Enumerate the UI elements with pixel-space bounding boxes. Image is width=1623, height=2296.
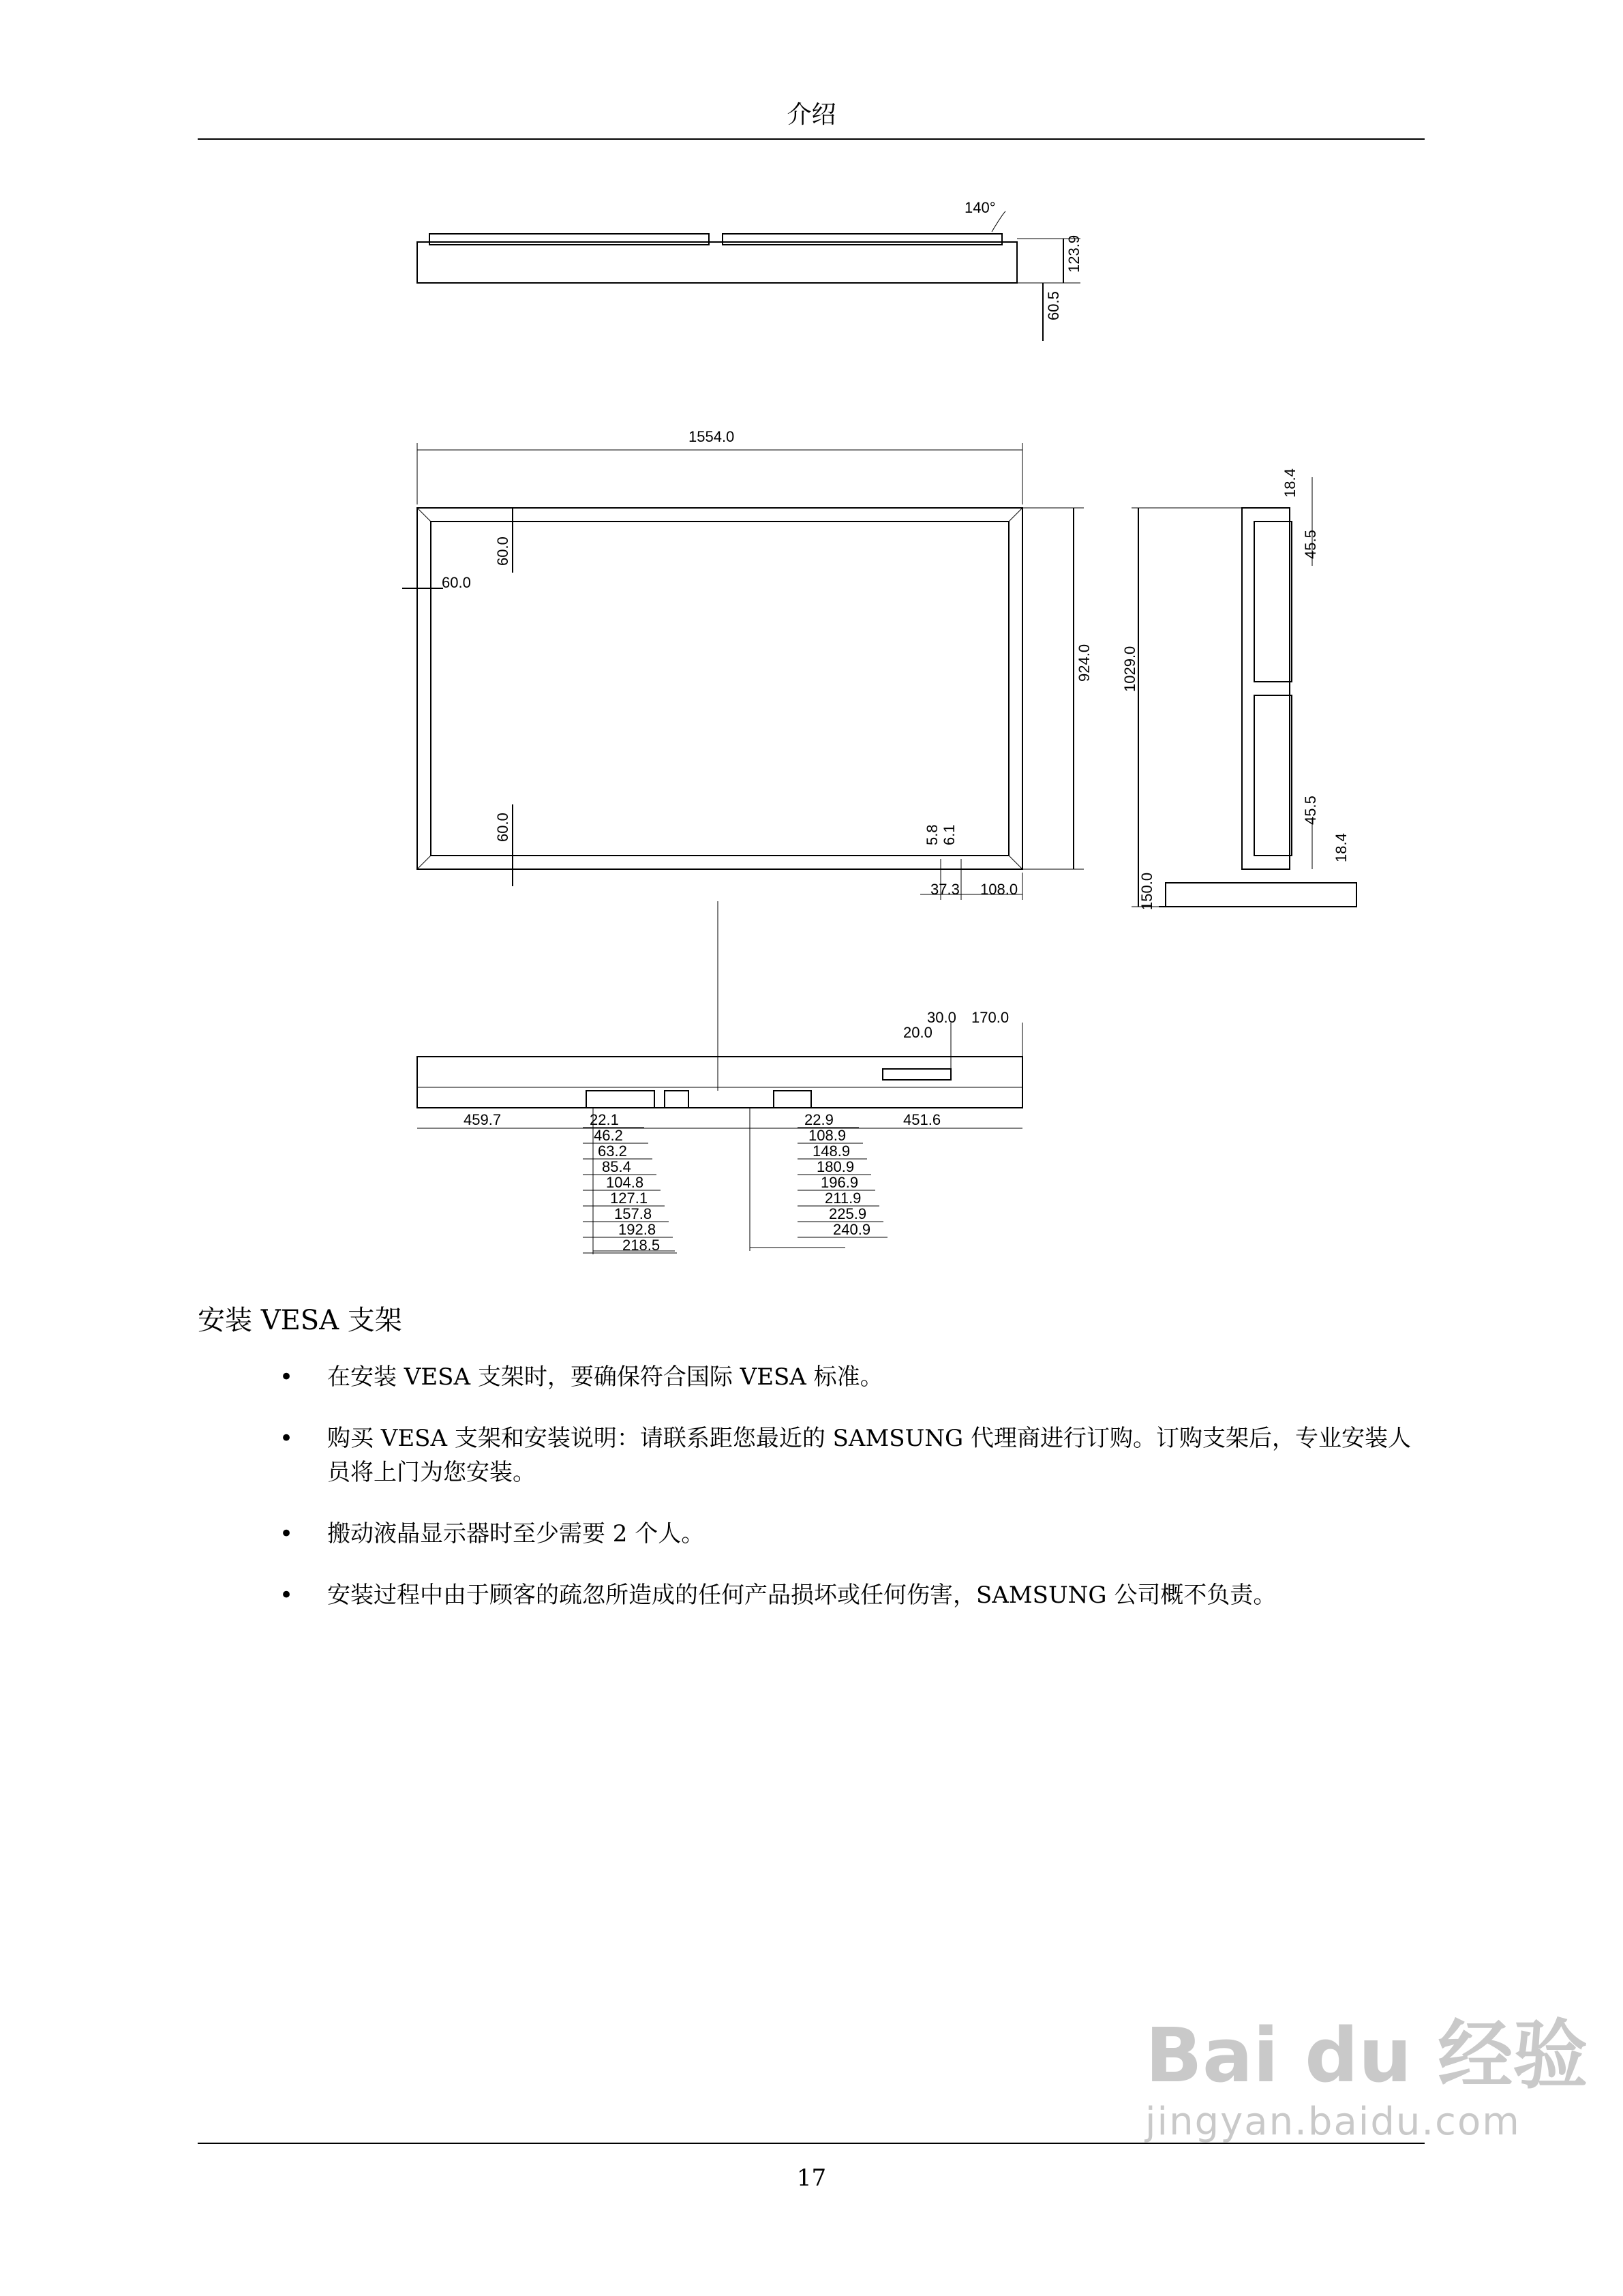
front-view-margin-left-label: 60.0 bbox=[442, 574, 471, 591]
side-view-bottom-a-label: 45.5 bbox=[1302, 796, 1319, 825]
stack-dimension-label: 180.9 bbox=[817, 1158, 855, 1175]
stack-dimension-label: 104.8 bbox=[606, 1174, 644, 1191]
watermark bbox=[1145, 2012, 1588, 2144]
top-view-depth-label: 123.9 bbox=[1065, 235, 1082, 273]
bottom-view-right-stack bbox=[798, 1111, 888, 1238]
stack-dimension-label: 46.2 bbox=[594, 1127, 623, 1144]
front-view-margin-bottom-label: 60.0 bbox=[494, 813, 511, 842]
section-title: 安装 VESA 支架 bbox=[198, 1305, 402, 1336]
top-view-angle-label: 140° bbox=[965, 199, 996, 216]
bullet-dot: • bbox=[279, 1582, 294, 1609]
page-number: 17 bbox=[796, 2164, 827, 2192]
bottom-view-top-c-label: 20.0 bbox=[903, 1024, 932, 1041]
list-item-text: 安装过程中由于顾客的疏忽所造成的任何产品损坏或任何伤害，SAMSUNG 公司概不负责。 bbox=[327, 1582, 1277, 1609]
bottom-view-right-label: 451.6 bbox=[903, 1111, 941, 1128]
bottom-view-top-b-label: 170.0 bbox=[971, 1009, 1010, 1026]
list-item bbox=[279, 1360, 1425, 1394]
page-header-title: 介绍 bbox=[787, 101, 836, 129]
stack-dimension-label: 127.1 bbox=[610, 1190, 648, 1207]
list-item-text: 搬动液晶显示器时至少需要 2 个人。 bbox=[327, 1520, 705, 1547]
side-view-top-b-label: 45.5 bbox=[1302, 530, 1319, 559]
stack-dimension-label: 148.9 bbox=[813, 1143, 851, 1160]
list-item-text: 在安装 VESA 支架时，要确保符合国际 VESA 标准。 bbox=[327, 1363, 883, 1391]
stack-dimension-label: 225.9 bbox=[829, 1205, 867, 1222]
stack-dimension-label: 240.9 bbox=[833, 1221, 871, 1238]
stack-dimension-label: 22.1 bbox=[590, 1111, 619, 1128]
watermark-logo: Bai du 经验 bbox=[1145, 2012, 1588, 2099]
front-view-foot-b-label: 6.1 bbox=[941, 824, 958, 845]
stack-dimension-label: 157.8 bbox=[614, 1205, 652, 1222]
stack-dimension-label: 108.9 bbox=[808, 1127, 847, 1144]
watermark-url: jingyan.baidu.com bbox=[1145, 2100, 1521, 2144]
bullet-dot: • bbox=[279, 1520, 294, 1547]
bullet-dot: • bbox=[279, 1425, 294, 1452]
top-view-offset-label: 60.5 bbox=[1045, 291, 1062, 320]
side-view-top-a-label: 18.4 bbox=[1281, 468, 1299, 498]
stack-dimension-label: 63.2 bbox=[598, 1143, 627, 1160]
front-view-foot-a-label: 5.8 bbox=[924, 824, 941, 845]
bullet-list bbox=[279, 1360, 1425, 1640]
bottom-view-left-label: 459.7 bbox=[464, 1111, 502, 1128]
side-view-bottom-b-label: 18.4 bbox=[1333, 833, 1350, 862]
front-view-height-label: 924.0 bbox=[1076, 644, 1093, 682]
bottom-view-top-a-label: 30.0 bbox=[927, 1009, 956, 1026]
front-view-margin-top-label: 60.0 bbox=[494, 537, 511, 566]
bullet-dot: • bbox=[279, 1363, 294, 1391]
front-view-foot-c-label: 37.3 bbox=[930, 881, 960, 898]
stack-dimension-label: 196.9 bbox=[821, 1174, 859, 1191]
list-item bbox=[279, 1517, 1425, 1551]
stack-dimension-label: 218.5 bbox=[622, 1237, 661, 1254]
list-item bbox=[279, 1578, 1425, 1612]
list-item bbox=[279, 1421, 1425, 1490]
stack-dimension-label: 22.9 bbox=[804, 1111, 834, 1128]
side-view-height-label: 1029.0 bbox=[1121, 646, 1138, 692]
bottom-view-left-stack bbox=[583, 1111, 677, 1254]
front-view-foot-d-label: 108.0 bbox=[980, 881, 1018, 898]
list-item-text: 购买 VESA 支架和安装说明：请联系距您最近的 SAMSUNG 代理商进行订购。订购支架后，专业安装人员将上门为您安装。 bbox=[327, 1425, 1411, 1486]
stack-dimension-label: 211.9 bbox=[825, 1190, 862, 1207]
side-view-stand-label: 150.0 bbox=[1138, 872, 1155, 910]
stack-dimension-label: 85.4 bbox=[602, 1158, 631, 1175]
stack-dimension-label: 192.8 bbox=[618, 1221, 656, 1238]
front-view-width-label: 1554.0 bbox=[688, 428, 735, 445]
